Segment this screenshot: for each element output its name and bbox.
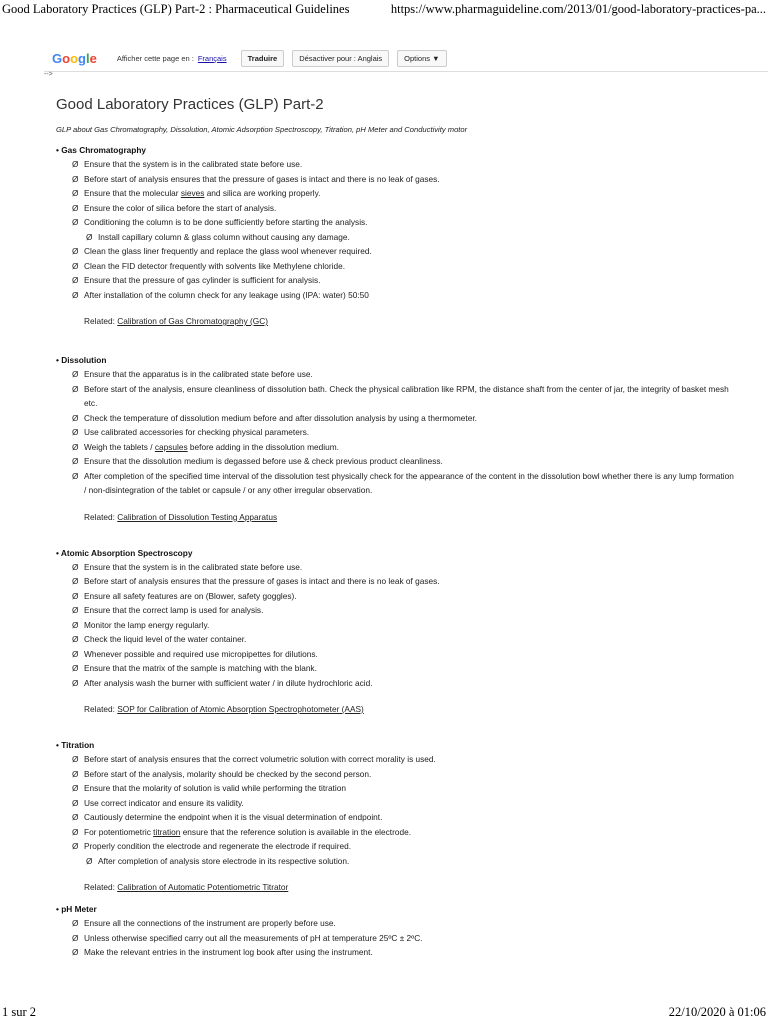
bullet-glyph: Ø [72, 932, 79, 943]
print-date: 22/10/2020 à 01:06 [668, 1005, 766, 1019]
item-text: Clean the glass liner frequently and replace the glass wool whenever required. [84, 246, 372, 256]
logo-letter: G [52, 50, 63, 66]
list-item [56, 618, 736, 633]
list-item [56, 215, 736, 230]
list-item [56, 172, 736, 187]
bullet-glyph: Ø [72, 412, 79, 423]
section-list [56, 916, 736, 960]
item-text: before adding in the dissolution medium. [187, 441, 339, 452]
translate-prompt: Afficher cette page en : [116, 53, 194, 63]
item-text: Ensure that the pressure of gas cylinder is sufficient for analysis. [84, 275, 321, 285]
bullet-glyph: Ø [72, 663, 79, 673]
bullet-glyph: Ø [72, 826, 79, 837]
section-list [56, 367, 736, 498]
item-text: Check the liquid level of the water container. [84, 634, 247, 644]
logo-letter: o [62, 50, 71, 66]
bullet-glyph: Ø [72, 188, 79, 198]
bullet-glyph: Ø [72, 754, 79, 764]
list-item [56, 767, 736, 782]
bullet-glyph: Ø [72, 369, 79, 379]
item-text: Ensure that the molecular [84, 188, 181, 198]
list-item [56, 796, 736, 811]
section-title: • Atomic Absorption Spectroscopy [56, 547, 193, 558]
bullet-glyph: Ø [72, 634, 79, 644]
print-footer [0, 1004, 768, 1024]
list-item [56, 273, 736, 288]
list-item [56, 916, 736, 931]
bullet-glyph: Ø [72, 561, 79, 572]
print-header [0, 0, 768, 20]
bullet-glyph: Ø [72, 217, 79, 227]
list-item [56, 454, 736, 469]
bullet-glyph: Ø [72, 383, 79, 394]
related-label: Related: [84, 316, 118, 326]
item-text: Unless otherwise specified carry out all the measurements of pH at temperature 25ºC ± 2ºC. [84, 932, 423, 943]
bullet-glyph: Ø [72, 590, 79, 601]
section [56, 738, 736, 894]
item-text: Ensure that the system is in the calibrated state before use. [84, 159, 303, 169]
comment-marker: --> [44, 71, 53, 78]
related-link[interactable]: Calibration of Gas Chromatography (GC) [117, 316, 269, 326]
item-text: Make the relevant entries in the instrument log book after using the instrument. [84, 947, 373, 957]
related-line [84, 702, 736, 716]
page-title: Good Laboratory Practices (GLP) Part-2 [56, 96, 324, 113]
bullet-glyph: Ø [72, 812, 79, 822]
bullet-glyph: Ø [72, 677, 79, 688]
related-link[interactable]: Calibration of Dissolution Testing Apparatus [117, 511, 278, 522]
list-item [56, 931, 736, 946]
item-text: Ensure that the molarity of solution is valid while performing the titration [84, 783, 346, 793]
related-line [84, 314, 736, 328]
bullet-glyph: Ø [72, 275, 79, 285]
section [56, 546, 736, 717]
list-item [56, 945, 736, 960]
item-text: Use calibrated accessories for checking physical parameters. [84, 427, 310, 437]
list-item [56, 382, 736, 411]
list-item [56, 661, 736, 676]
section [56, 353, 736, 524]
bullet-glyph: Ø [72, 648, 79, 659]
bullet-glyph: Ø [72, 605, 79, 615]
section [56, 902, 736, 960]
logo-letter: l [85, 50, 90, 66]
list-item [56, 603, 736, 618]
inline-link[interactable]: capsules [154, 441, 188, 452]
item-text: Ensure that the apparatus is in the calibrated state before use. [84, 369, 313, 379]
section-list [56, 157, 736, 302]
item-text: Conditioning the column is to be done sufficiently before starting the analysis. [84, 217, 368, 227]
bullet-glyph: Ø [72, 918, 79, 928]
logo-letter: g [78, 50, 86, 66]
bullet-glyph: Ø [72, 246, 79, 256]
item-text: Ensure that the correct lamp is used for analysis. [84, 605, 264, 615]
print-header-url: https://www.pharmaguideline.com/2013/01/good-laboratory-practices-pa... [390, 2, 766, 16]
bullet-glyph: Ø [72, 768, 79, 779]
item-text: Ensure that the matrix of the sample is matching with the blank. [84, 663, 317, 673]
article [56, 96, 736, 982]
list-item [56, 440, 736, 455]
list-item [56, 589, 736, 604]
list-item [56, 647, 736, 662]
related-line [84, 510, 736, 524]
bullet-glyph: Ø [72, 470, 79, 481]
list-item [56, 574, 736, 589]
item-text: Use correct indicator and ensure its validity. [84, 797, 244, 808]
item-text: Ensure all the connections of the instrument are properly before use. [84, 918, 336, 928]
article-sections [56, 143, 736, 960]
item-text: Before start of the analysis, molarity should be checked by the second person. [84, 768, 372, 779]
translate-button[interactable]: Traduire [241, 50, 285, 67]
item-text: Clean the FID detector frequently with solvents like Methylene chloride. [84, 260, 346, 271]
item-text: Check the temperature of dissolution medium before and after dissolution analysis by using a thermometer. [84, 412, 477, 423]
bullet-glyph: Ø [86, 855, 93, 866]
list-item [56, 839, 736, 854]
bullet-glyph: Ø [72, 289, 79, 300]
related-label: Related: [84, 704, 118, 714]
list-item [56, 752, 736, 767]
bullet-glyph: Ø [72, 797, 79, 808]
item-text: Ensure that the system is in the calibrated state before use. [84, 561, 303, 572]
section-title: • Titration [56, 740, 95, 750]
item-text: Monitor the lamp energy regularly. [84, 619, 210, 630]
google-translate-bar [52, 48, 447, 68]
bullet-glyph: Ø [72, 159, 79, 169]
related-label: Related: [84, 882, 118, 892]
bullet-glyph: Ø [72, 841, 79, 851]
list-item [56, 825, 736, 840]
item-text: Properly condition the electrode and regenerate the electrode if required. [84, 841, 352, 851]
language-link[interactable]: Français [197, 53, 227, 63]
print-header-title: Good Laboratory Practices (GLP) Part-2 : Pharmaceutical Guidelines [2, 2, 350, 16]
section-list [56, 752, 736, 868]
related-link[interactable]: Calibration of Automatic Potentiometric Titrator [117, 882, 289, 892]
item-text: Ensure that the dissolution medium is degassed before use & check previous product cleanliness. [84, 456, 443, 466]
item-text: Before start of analysis ensures that the pressure of gases is intact and there is no leak of gases. [84, 576, 440, 586]
item-text: Before start of analysis ensures that the correct volumetric solution with correct morality is used. [84, 754, 436, 764]
bullet-glyph: Ø [72, 619, 79, 630]
translate-bar-divider [44, 71, 768, 72]
section [56, 143, 736, 328]
bullet-glyph: Ø [72, 260, 79, 271]
bullet-glyph: Ø [72, 947, 79, 957]
list-item [56, 244, 736, 259]
inline-link[interactable]: titration [153, 826, 181, 837]
item-text: After installation of the column check for any leakage using (IPA: water) 50:50 [84, 289, 369, 300]
logo-letter: o [70, 50, 79, 66]
item-text: For potentiometric [84, 826, 154, 837]
item-text: Ensure the color of silica before the start of analysis. [84, 202, 277, 213]
list-item [56, 425, 736, 440]
list-item [56, 810, 736, 825]
section-title: • Gas Chromatography [56, 145, 147, 155]
item-text: After completion of the specified time interval of the dissolution test physically check for the appearance of the content in the dissolution bowl whether there is any lump formation / non-disintegration of the tablet or capsule / or any other irregular observation. [84, 470, 734, 495]
item-text: Install capillary column & glass column without causing any damage. [98, 231, 350, 242]
options-button[interactable]: Options ▼ [397, 50, 446, 67]
bullet-glyph: Ø [72, 456, 79, 466]
bullet-glyph: Ø [86, 231, 93, 242]
list-item [56, 781, 736, 796]
item-text: Whenever possible and required use micropipettes for dilutions. [84, 648, 318, 659]
item-text: and silica are working properly. [204, 188, 321, 198]
item-text: After completion of analysis store electrode in its respective solution. [98, 855, 350, 866]
section-list [56, 560, 736, 691]
item-text: ensure that the reference solution is available in the electrode. [180, 826, 412, 837]
bullet-glyph: Ø [72, 441, 79, 452]
related-link[interactable]: SOP for Calibration of Atomic Absorption Spectrophotometer (AAS) [117, 704, 364, 714]
bullet-glyph: Ø [72, 202, 79, 213]
list-item [56, 676, 736, 691]
list-item [56, 288, 736, 303]
list-item [56, 367, 736, 382]
list-item [56, 560, 736, 575]
item-text: Cautiously determine the endpoint when it is the visual determination of endpoint. [84, 812, 383, 822]
list-item [56, 157, 736, 172]
bullet-glyph: Ø [72, 783, 79, 793]
article-subtitle: GLP about Gas Chromatography, Dissolution, Atomic Adsorption Spectroscopy, Titration, pH Meter and Conductivity motor [56, 125, 468, 134]
disable-translation-button[interactable]: Désactiver pour : Anglais [292, 50, 389, 67]
related-line [84, 880, 736, 894]
list-item [56, 186, 736, 201]
bullet-glyph: Ø [72, 173, 79, 184]
section-title: • pH Meter [56, 904, 97, 914]
item-text: Weigh the tablets / [84, 441, 155, 452]
google-logo [52, 51, 97, 66]
list-item [56, 469, 736, 498]
section-title: • Dissolution [56, 355, 107, 365]
list-item [56, 854, 736, 869]
logo-letter: e [89, 50, 97, 66]
page-number: 1 sur 2 [2, 1005, 37, 1019]
list-item [56, 632, 736, 647]
item-text: Before start of analysis ensures that the pressure of gases is intact and there is no leak of gases. [84, 173, 440, 184]
list-item [56, 230, 736, 245]
inline-link[interactable]: sieves [180, 188, 205, 198]
item-text: Before start of the analysis, ensure cleanliness of dissolution bath. Check the physical calibration like RPM, the distance shaft from the center of jar, the integrity of basket mesh etc. [84, 383, 729, 408]
list-item [56, 411, 736, 426]
bullet-glyph: Ø [72, 427, 79, 437]
item-text: Ensure all safety features are on (Blower, safety goggles). [84, 590, 297, 601]
item-text: After analysis wash the burner with sufficient water / in dilute hydrochloric acid. [84, 677, 373, 688]
bullet-glyph: Ø [72, 576, 79, 586]
related-label: Related: [84, 511, 118, 522]
list-item [56, 259, 736, 274]
list-item [56, 201, 736, 216]
